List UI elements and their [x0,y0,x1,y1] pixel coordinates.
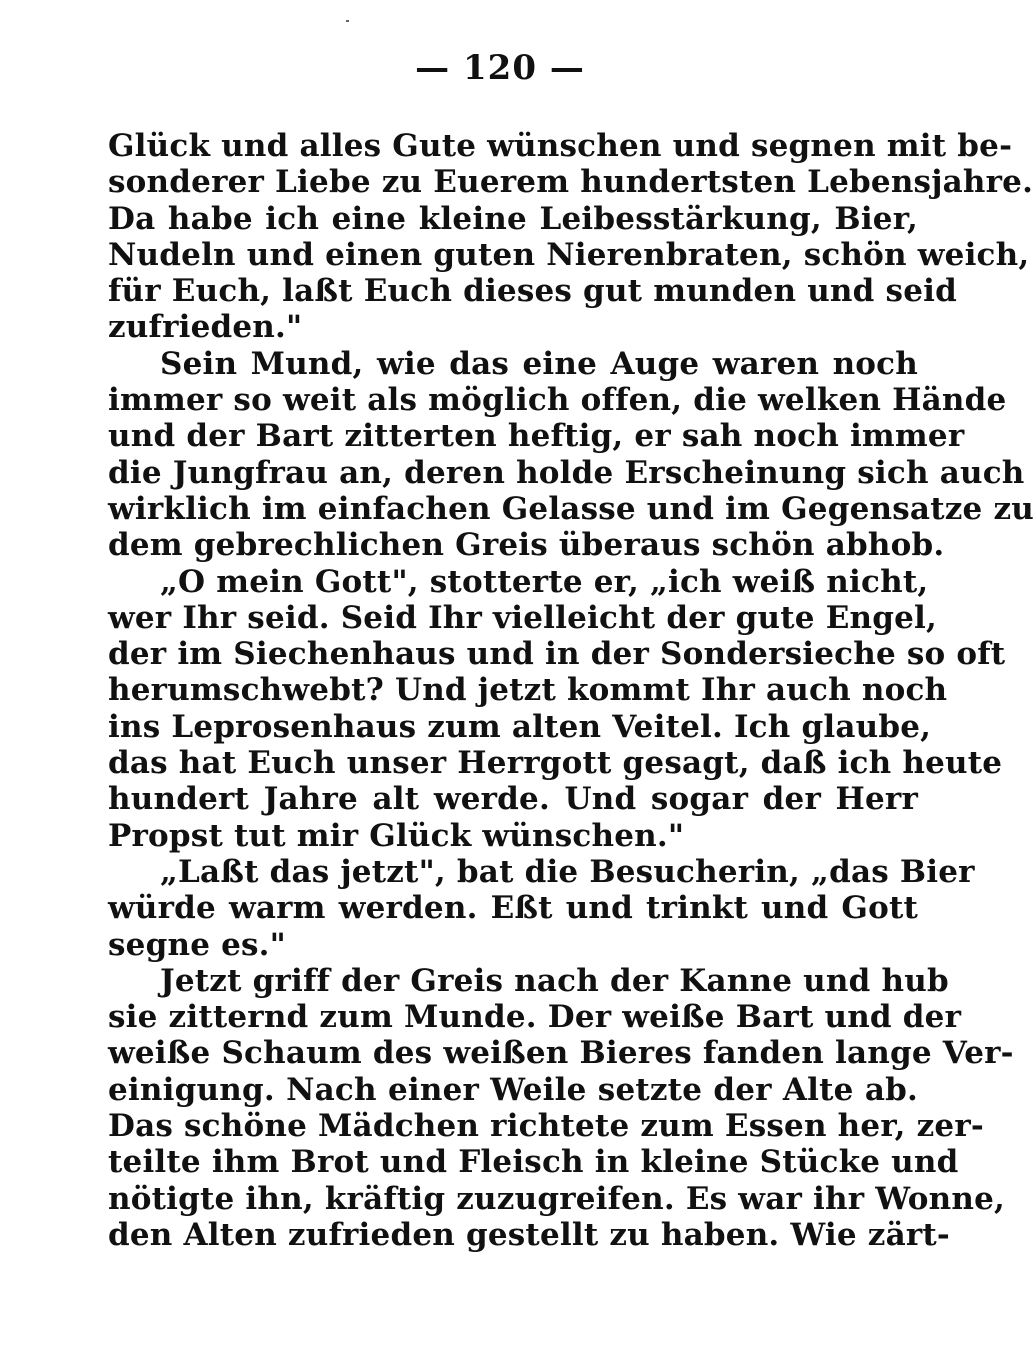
text-line: das hat Euch unser Herrgott gesagt, daß ich heute [108,745,1003,782]
text-line: Das schöne Mädchen richtete zum Essen her, zer- [108,1108,984,1145]
text-line: zufrieden." [108,309,303,346]
text-line: teilte ihm Brot und Fleisch in kleine Stücke und [108,1144,959,1181]
text-line: „Laßt das jetzt", bat die Besucherin, „das Bier [160,853,975,890]
text-line: Da habe ich eine kleine Leibesstärkung, Bier, [108,200,918,237]
text-line: würde warm werden. Eßt und trinkt und Gott [108,890,918,927]
text-line: für Euch, laßt Euch dieses gut munden und seid [108,273,957,310]
text-line: weiße Schaum des weißen Bieres fanden lange Ver- [108,1035,1014,1072]
text-line: Glück und alles Gute wünschen und segnen mit be- [108,128,1013,164]
text-line: den Alten zufrieden gestellt zu haben. Wie zärt- [108,1216,950,1253]
text-line: wirklich im einfachen Gelasse und im Gegensatze zu [108,490,1034,527]
text-line: nötigte ihn, kräftig zuzugreifen. Es war ihr Wonne, [108,1180,1005,1217]
text-line: ins Leprosenhaus zum alten Veitel. Ich glaube, [108,708,932,745]
body-text [108,128,1034,1253]
text-line: die Jungfrau an, deren holde Erscheinung sich auch [108,454,1025,491]
text-line: Jetzt griff der Greis nach der Kanne und hub [160,962,949,999]
text-line: „O mein Gott", stotterte er, „ich weiß nicht, [160,563,929,600]
text-line: und der Bart zitterten heftig, er sah noch immer [108,418,965,455]
text-line: sie zitternd zum Munde. Der weiße Bart und der [108,999,962,1036]
text-line: einigung. Nach einer Weile setzte der Alte ab. [108,1071,918,1108]
text-line: segne es." [108,926,287,963]
text-line: dem gebrechlichen Greis überaus schön abhob. [108,527,945,564]
scan-speck [346,20,349,22]
text-line: sonderer Liebe zu Euerem hundertsten Lebensjahre. [108,164,1034,201]
text-line: Sein Mund, wie das eine Auge waren noch [160,345,918,382]
text-line: immer so weit als möglich offen, die welken Hände [108,382,1007,419]
page-number: — 120 — [415,48,585,88]
text-line: herumschwebt? Und jetzt kommt Ihr auch noch [108,672,948,709]
text-line: der im Siechenhaus und in der Sondersieche so oft [108,636,1006,673]
text-line: hundert Jahre alt werde. Und sogar der Herr [108,781,918,818]
text-line: Propst tut mir Glück wünschen." [108,817,685,854]
text-line: wer Ihr seid. Seid Ihr vielleicht der gute Engel, [108,599,938,636]
text-line: Nudeln und einen guten Nierenbraten, schön weich, [108,236,1030,273]
